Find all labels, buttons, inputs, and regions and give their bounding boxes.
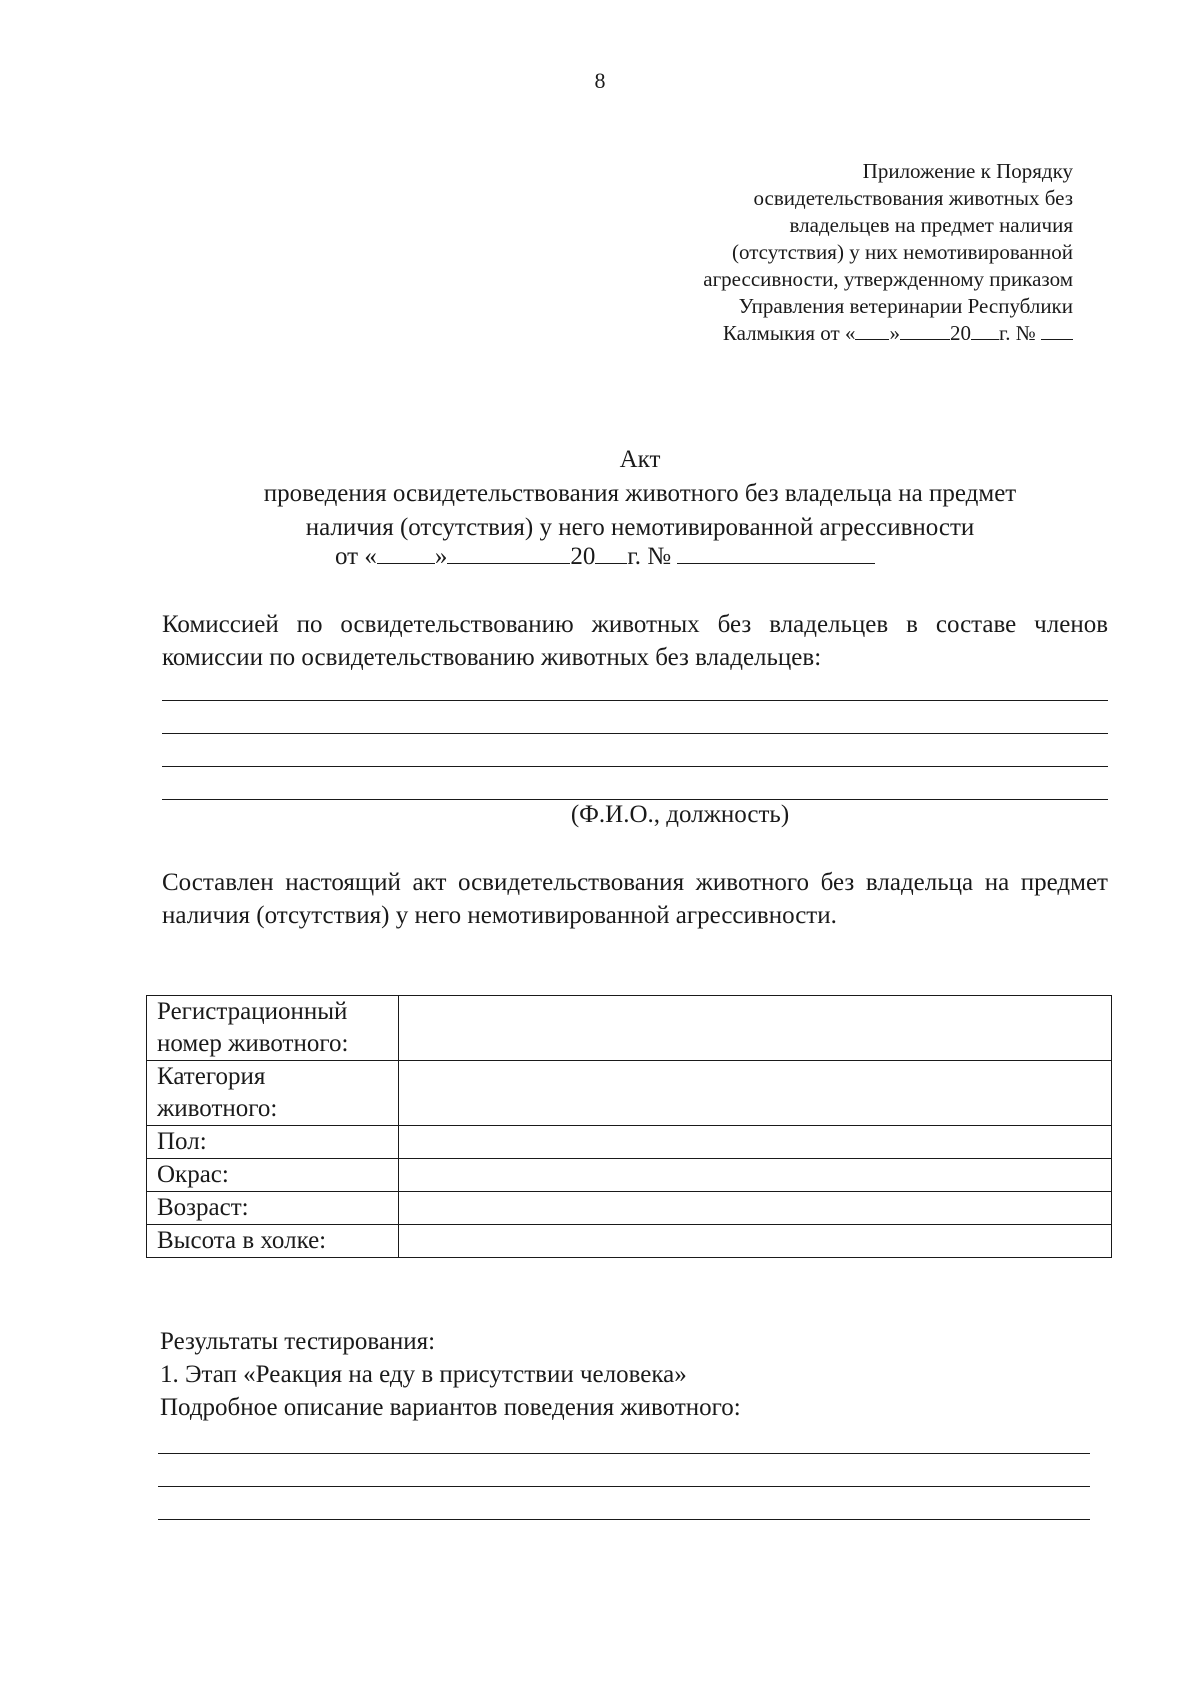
appendix-line: Приложение к Порядку bbox=[862, 159, 1073, 183]
appendix-order-line bbox=[703, 320, 1073, 347]
act-number-blank[interactable] bbox=[677, 545, 875, 564]
month-blank[interactable] bbox=[900, 321, 950, 340]
description-line-3[interactable] bbox=[158, 1519, 1090, 1520]
table-row bbox=[147, 1192, 1112, 1225]
appendix-line: Управления ветеринарии Республики bbox=[738, 294, 1073, 318]
document-title bbox=[0, 443, 1200, 545]
test-results bbox=[160, 1325, 741, 1424]
table-row bbox=[147, 1225, 1112, 1258]
description-line-2[interactable] bbox=[158, 1486, 1090, 1487]
row-label: Категория животного: bbox=[147, 1061, 399, 1126]
table-row bbox=[147, 1159, 1112, 1192]
table-row bbox=[147, 996, 1112, 1061]
row-label: Регистрационный номер животного: bbox=[147, 996, 399, 1061]
title-line-2: наличия (отсутствия) у него немотивированной агрессивности bbox=[305, 514, 975, 541]
row-value[interactable] bbox=[399, 1061, 1112, 1126]
act-month-blank[interactable] bbox=[447, 545, 570, 564]
fio-caption: (Ф.И.О., должность) bbox=[570, 801, 790, 828]
day-blank[interactable] bbox=[855, 321, 889, 340]
animal-info-table bbox=[146, 995, 1112, 1258]
year-blank[interactable] bbox=[971, 321, 999, 340]
row-label: Окрас: bbox=[147, 1159, 399, 1192]
act-number-label: г. № bbox=[627, 543, 672, 570]
row-value[interactable] bbox=[399, 1159, 1112, 1192]
behavior-description-label: Подробное описание вариантов поведения животного: bbox=[160, 1394, 741, 1421]
row-value[interactable] bbox=[399, 1126, 1112, 1159]
composed-paragraph bbox=[162, 866, 1108, 932]
row-label: Высота в холке: bbox=[147, 1225, 399, 1258]
appendix-order-quote: » bbox=[889, 321, 900, 345]
commission-paragraph bbox=[162, 608, 1108, 674]
row-label: Пол: bbox=[147, 1126, 399, 1159]
table-row bbox=[147, 1061, 1112, 1126]
appendix-header bbox=[703, 158, 1073, 347]
act-day-blank[interactable] bbox=[377, 545, 435, 564]
row-value[interactable] bbox=[399, 996, 1112, 1061]
appendix-line: агрессивности, утвержденному приказом bbox=[703, 267, 1073, 291]
title-heading: Акт bbox=[619, 446, 661, 473]
member-line-3[interactable] bbox=[162, 766, 1108, 767]
act-date-line bbox=[335, 543, 875, 571]
row-value[interactable] bbox=[399, 1225, 1112, 1258]
row-label: Возраст: bbox=[147, 1192, 399, 1225]
appendix-order-number-label: г. № bbox=[998, 321, 1036, 345]
table-row bbox=[147, 1126, 1112, 1159]
results-heading: Результаты тестирования: bbox=[160, 1328, 436, 1355]
act-year-blank[interactable] bbox=[595, 545, 627, 564]
act-date-year: 20 bbox=[570, 543, 596, 570]
appendix-line: освидетельствования животных без bbox=[753, 186, 1073, 210]
commission-text: Комиссией по освидетельствованию животных без владельцев в составе членов комиссии по освидетельствованию животных без владельцев: bbox=[162, 611, 1108, 671]
title-line-1: проведения освидетельствования животного без владельца на предмет bbox=[263, 480, 1017, 507]
page-number: 8 bbox=[594, 68, 606, 93]
appendix-line: (отсутствия) у них немотивированной bbox=[732, 240, 1073, 264]
order-number-blank[interactable] bbox=[1041, 321, 1073, 340]
act-date-quote: » bbox=[434, 543, 448, 570]
composed-text: Составлен настоящий акт освидетельствования животного без владельца на предмет наличия (отсутствия) у него немотивированной агрессивности. bbox=[162, 869, 1108, 929]
appendix-order-year: 20 bbox=[949, 321, 971, 345]
member-line-1[interactable] bbox=[162, 700, 1108, 701]
description-line-1[interactable] bbox=[158, 1453, 1090, 1454]
row-value[interactable] bbox=[399, 1192, 1112, 1225]
act-date-prefix: от « bbox=[335, 543, 377, 570]
appendix-line: владельцев на предмет наличия bbox=[789, 213, 1073, 237]
appendix-order-prefix: Калмыкия от « bbox=[722, 321, 856, 345]
member-line-4[interactable] bbox=[162, 799, 1108, 800]
member-line-2[interactable] bbox=[162, 733, 1108, 734]
stage-1-title: 1. Этап «Реакция на еду в присутствии человека» bbox=[160, 1361, 687, 1388]
